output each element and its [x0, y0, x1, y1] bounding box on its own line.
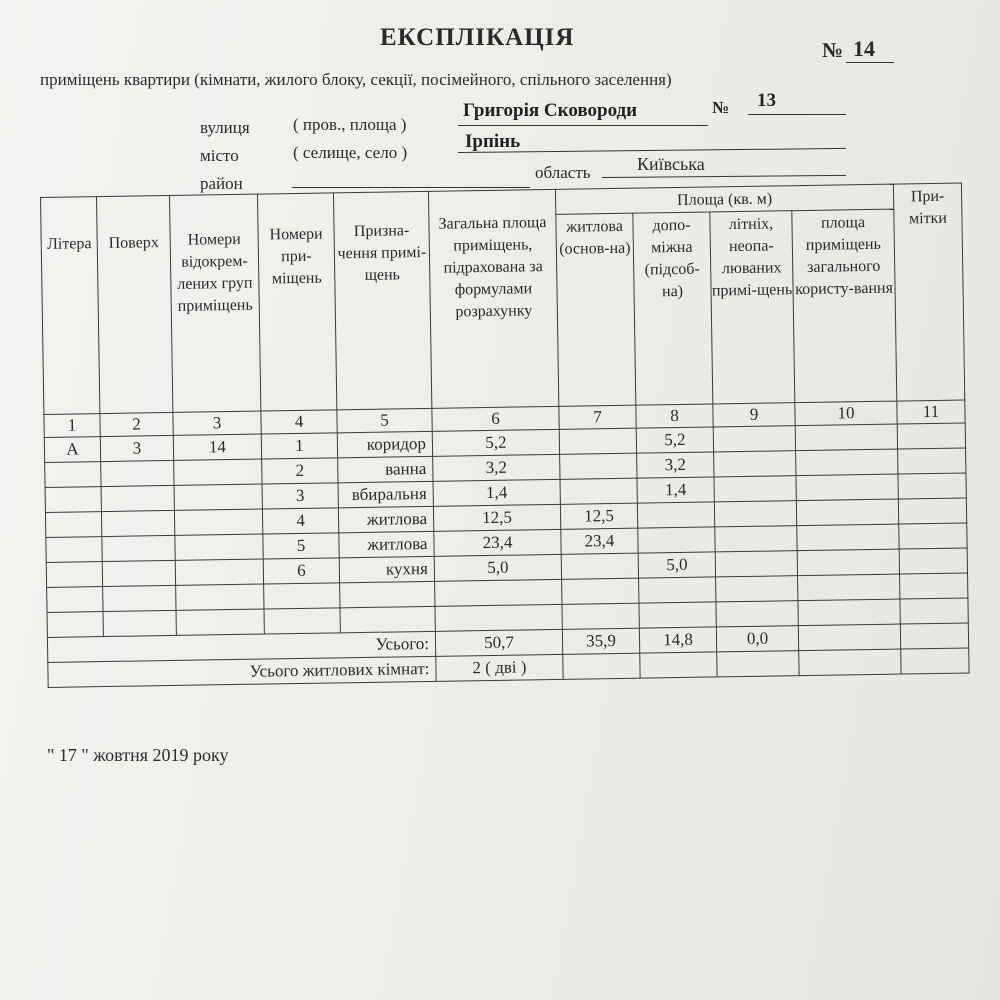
cell-notes: [899, 523, 967, 549]
explication-table: [40, 183, 970, 688]
apartment-number-value: 14: [853, 36, 875, 61]
cell-notes: [897, 423, 965, 449]
region-underline: [602, 175, 846, 178]
cell-floor: [102, 560, 175, 586]
cell-living: 12,5: [560, 503, 637, 529]
house-number-label: №: [712, 98, 730, 117]
cell-living: 23,4: [561, 528, 638, 554]
cell-floor: [102, 535, 175, 561]
document-date: " 17 " жовтня 2019 року: [47, 745, 229, 765]
region-value: Київська: [637, 154, 705, 174]
cell-group: 14: [173, 434, 261, 460]
cell-total: 5,2: [432, 429, 559, 456]
column-number: 3: [173, 411, 261, 435]
cell-summer: [715, 526, 797, 552]
totals-total-area: 50,7: [435, 629, 562, 656]
column-number: 9: [713, 403, 795, 427]
cell-aux: [638, 527, 715, 553]
cell-floor: [101, 460, 174, 486]
header-notes: При-мітки: [893, 183, 964, 401]
street-underline: [458, 125, 708, 126]
cell-group: [175, 534, 263, 560]
cell-room: 1: [261, 433, 337, 459]
cell-total: 1,4: [433, 479, 560, 506]
street-value: Григорія Сковороди: [463, 100, 638, 121]
cell-group: [174, 459, 262, 485]
cell-purpose: вбиральня: [338, 481, 433, 507]
column-number: 1: [44, 414, 100, 438]
cell-notes: [898, 473, 966, 499]
column-number: 5: [337, 408, 432, 432]
header-purpose: Призна-чення примі-щень: [333, 191, 431, 409]
cell-purpose: ванна: [338, 456, 433, 482]
header-rooms: Номери при-міщень: [257, 193, 336, 411]
cell-room: 2: [262, 458, 338, 484]
cell-summer: [713, 426, 795, 452]
cell-purpose: кухня: [339, 556, 434, 582]
totals-living-area: 35,9: [562, 628, 639, 654]
apartment-number-underline: [846, 62, 894, 63]
cell-litera: [46, 537, 102, 563]
cell-room: 5: [263, 533, 339, 559]
totals-common-area: [798, 624, 900, 651]
header-living-area: житлова (основ-на): [556, 213, 636, 406]
column-number: 2: [100, 412, 173, 436]
header-total-area: Загальна площа приміщень, підрахована за формулами розрахунку: [428, 189, 558, 408]
header-area-group: Площа (кв. м): [555, 184, 893, 214]
cell-total: 5,0: [434, 554, 561, 581]
cell-living: [560, 478, 637, 504]
cell-room: 3: [262, 483, 338, 509]
cell-group: [175, 559, 263, 585]
cell-floor: [101, 510, 174, 536]
cell-room: 6: [263, 558, 339, 584]
cell-total: 12,5: [433, 504, 560, 531]
living-rooms-label: Усього житлових кімнат:: [48, 656, 436, 687]
cell-common: [796, 474, 898, 501]
header-litera: Літера: [41, 197, 100, 415]
column-number: 10: [795, 401, 897, 426]
header-auxiliary-area: допо-міжна (підсоб-на): [633, 212, 713, 405]
cell-floor: 3: [100, 435, 173, 461]
column-number: 7: [559, 405, 636, 429]
cell-aux: 5,2: [636, 427, 713, 453]
column-number: 4: [261, 410, 337, 434]
cell-living: [560, 453, 637, 479]
cell-summer: [714, 476, 796, 502]
cell-litera: [45, 462, 101, 488]
document-subtitle: приміщень квартири (кімнати, жилого блоку, секції, посімейного, спільного заселення): [40, 70, 672, 89]
cell-aux: [637, 502, 714, 528]
cell-litera: А: [44, 437, 100, 463]
cell-summer: [715, 551, 797, 577]
cell-total: 3,2: [433, 454, 560, 481]
column-number: 6: [432, 406, 559, 431]
cell-aux: 1,4: [637, 477, 714, 503]
cell-common: [796, 499, 898, 526]
header-floor: Поверх: [97, 195, 173, 413]
column-number: 11: [897, 400, 965, 424]
cell-purpose: коридор: [337, 431, 432, 457]
city-hint: ( селище, село ): [293, 143, 408, 162]
cell-litera: [45, 487, 101, 513]
cell-summer: [714, 451, 796, 477]
column-number: 8: [636, 404, 713, 428]
cell-group: [174, 484, 262, 510]
totals-notes: [900, 623, 968, 649]
street-hint: ( пров., площа ): [293, 115, 407, 134]
apartment-number-label: №: [822, 38, 844, 62]
cell-litera: [46, 562, 102, 588]
cell-summer: [714, 501, 796, 527]
cell-room: 4: [262, 508, 338, 534]
cell-living: [559, 428, 636, 454]
cell-group: [174, 509, 262, 535]
cell-common: [796, 449, 898, 476]
street-label: вулиця: [200, 118, 250, 137]
header-common-area: площа приміщень загального користу-вання: [792, 209, 897, 403]
cell-aux: 5,0: [638, 552, 715, 578]
header-groups: Номери відокрем-лених груп приміщень: [169, 194, 260, 412]
cell-total: 23,4: [434, 529, 561, 556]
living-rooms-value: 2 ( дві ): [436, 654, 563, 681]
district-underline: [292, 187, 530, 188]
cell-notes: [899, 548, 967, 574]
cell-purpose: житлова: [338, 506, 433, 532]
cell-litera: [45, 512, 101, 538]
region-label: область: [535, 163, 591, 182]
document-title: ЕКСПЛІКАЦІЯ: [380, 24, 575, 51]
cell-common: [797, 524, 899, 551]
cell-floor: [101, 485, 174, 511]
cell-purpose: житлова: [339, 531, 434, 557]
totals-label: Усього:: [47, 631, 435, 662]
header-summer-area: літніх, неопа-люваних примі-щень: [710, 211, 795, 404]
house-number-underline: [748, 114, 846, 115]
cell-common: [795, 424, 897, 451]
house-number-value: 13: [757, 90, 776, 111]
cell-notes: [898, 498, 966, 524]
cell-living: [561, 553, 638, 579]
city-label: місто: [200, 146, 239, 165]
cell-aux: 3,2: [637, 452, 714, 478]
cell-notes: [898, 448, 966, 474]
district-label: район: [200, 174, 243, 193]
totals-summer-area: 0,0: [716, 626, 798, 652]
cell-common: [797, 549, 899, 576]
city-value: Ірпінь: [465, 131, 521, 152]
totals-aux-area: 14,8: [639, 627, 716, 653]
